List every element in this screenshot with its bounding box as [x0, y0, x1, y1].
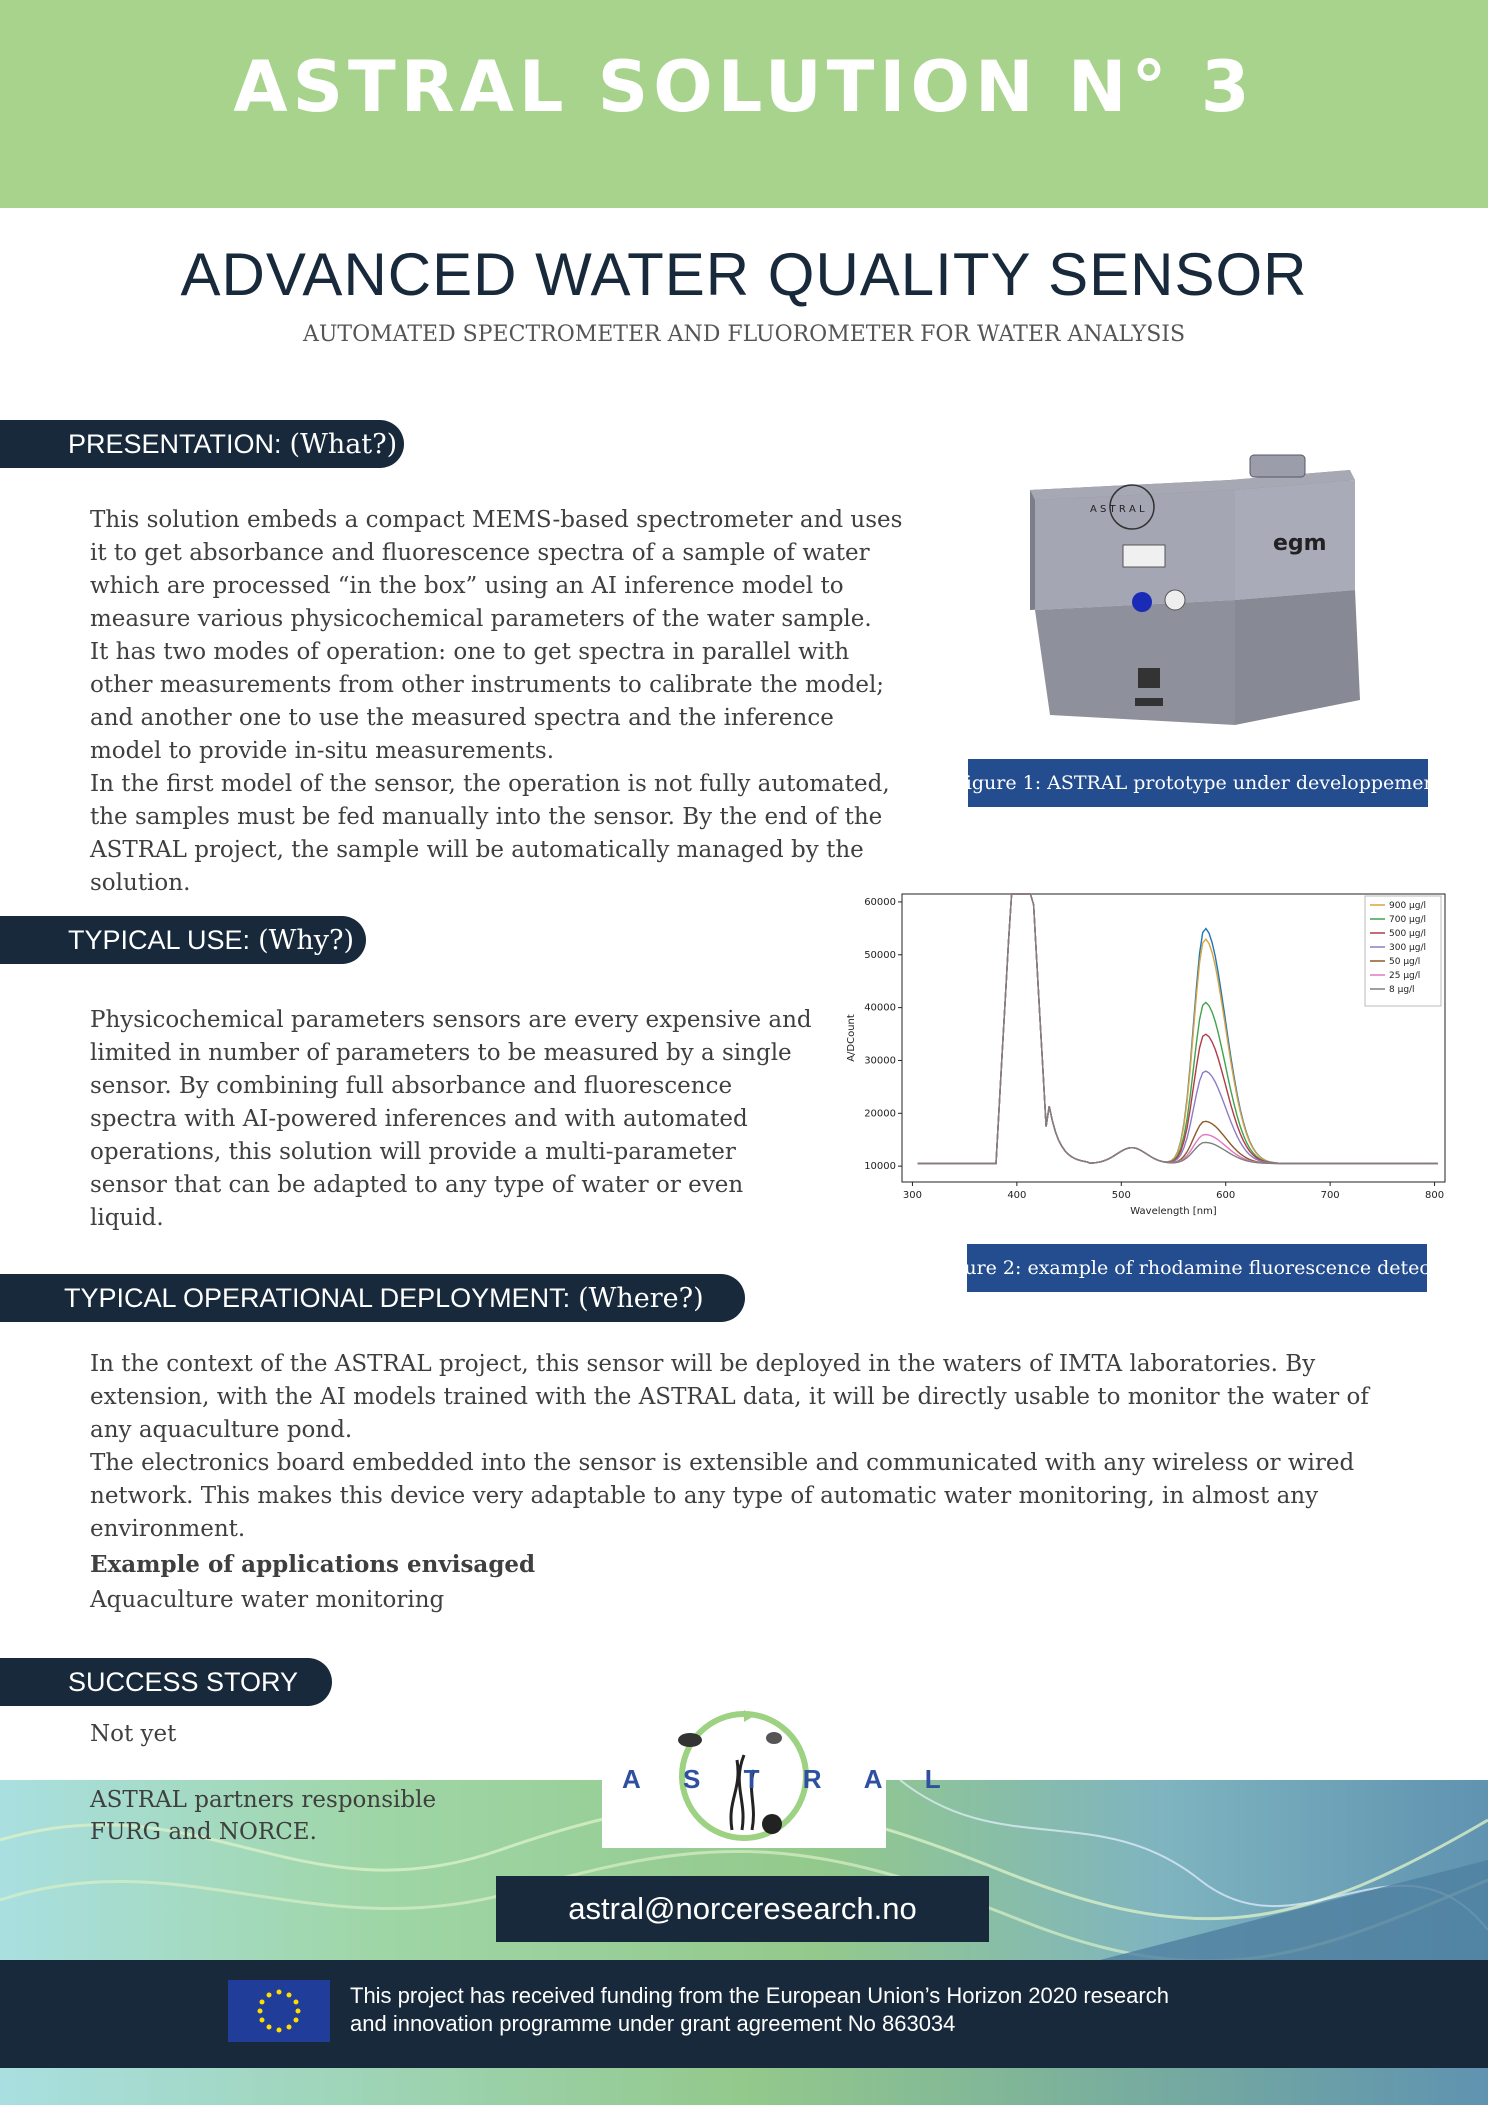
chart-svg: [840, 888, 1460, 1218]
urchin-icon: [762, 1814, 782, 1834]
y-tick-label: 20000: [864, 1108, 896, 1120]
x-tick-label: 400: [1007, 1190, 1027, 1201]
series-line: [918, 894, 1438, 1164]
white-button-icon: [1165, 590, 1185, 610]
page-subtitle: AUTOMATED SPECTROMETER AND FLUOROMETER FOR WATER ANALYSIS: [302, 322, 1186, 347]
section-heading-typical-use: [0, 916, 366, 964]
footer-bottom-strip: [0, 2068, 1488, 2105]
paragraph: The electronics board embedded into the sensor is extensible and communicated with any wireless or wired network. This makes this device very adaptable to any type of automatic water monitoring, in almost any environment.: [90, 1450, 1355, 1542]
partners-line: ASTRAL partners responsible: [90, 1787, 437, 1813]
funding-text: [350, 1982, 1350, 2038]
paragraph: In the context of the ASTRAL project, this sensor will be deployed in the waters of IMTA laboratories. By extension, with the AI models trained with the ASTRAL data, it will be directly usable to monitor the water of any aquaculture pond.: [90, 1351, 1369, 1443]
series-line: [918, 894, 1438, 1164]
device-side: [1235, 590, 1360, 725]
legend-label: 25 µg/l: [1389, 971, 1421, 981]
section-heading-deployment: [0, 1274, 745, 1322]
chart-frame: [902, 894, 1445, 1182]
y-tick-label: 40000: [864, 1002, 896, 1014]
fish-icon: [678, 1733, 702, 1747]
heading-question: (What?): [289, 428, 398, 460]
heading-label: TYPICAL OPERATIONAL DEPLOYMENT:: [64, 1282, 571, 1313]
heading-label: PRESENTATION:: [68, 428, 282, 459]
paragraph: Physicochemical parameters sensors are every expensive and limited in number of parameters to be measured by a single sensor. By combining full absorbance and fluorescence spectra with AI-powered inferences and with automated operations, this solution will provide a multi-parameter sensor that can be adapted to any type of water or even liquid.: [90, 1007, 812, 1231]
applications-text: Aquaculture water monitoring: [90, 1587, 445, 1613]
legend-label: 50 µg/l: [1389, 957, 1421, 967]
series-line: [918, 894, 1438, 1164]
legend-label: 8 µg/l: [1389, 985, 1415, 995]
y-tick-label: 60000: [864, 896, 896, 908]
y-tick-label: 10000: [864, 1161, 896, 1173]
paragraph: It has two modes of operation: one to get spectra in parallel with other measurements from other instruments to calibrate the model; and another one to use the measured spectra and the inference model to provide in-situ measurements.: [90, 639, 885, 764]
fluorescence-chart: [840, 888, 1460, 1218]
success-text: Not yet: [90, 1721, 177, 1747]
deployment-text: [90, 1348, 1400, 1546]
contact-email[interactable]: astral@norceresearch.no: [496, 1876, 989, 1942]
y-tick-label: 30000: [864, 1055, 896, 1067]
typical-use-text: [90, 1004, 815, 1235]
applications-heading: Example of applications envisaged: [90, 1551, 536, 1578]
eu-stars: [228, 1980, 330, 2042]
device-display: [1123, 545, 1165, 567]
partners-text: [90, 1784, 436, 1848]
figure1-caption: Figure 1: ASTRAL prototype under developpement: [968, 759, 1428, 807]
series-line: [918, 894, 1438, 1164]
x-axis-label: Wavelength [nm]: [1130, 1206, 1217, 1217]
figure2-caption: Figure 2: example of rhodamine fluorescence detected: [967, 1244, 1427, 1292]
device-astral-label: A S T R A L: [1090, 504, 1145, 515]
section-heading-success: [0, 1658, 332, 1706]
series-line: [918, 894, 1438, 1164]
shell-icon: [766, 1732, 782, 1744]
series-line: [918, 894, 1438, 1164]
legend-label: 900 µg/l: [1389, 901, 1427, 911]
legend-label: 500 µg/l: [1389, 929, 1427, 939]
legend-label: 700 µg/l: [1389, 915, 1427, 925]
funding-line: and innovation programme under grant agreement No 863034: [350, 2011, 956, 2036]
paragraph: In the first model of the sensor, the operation is not fully automated, the samples must be fed manually into the sensor. By the end of the ASTRAL project, the sample will be automatically managed by the solution.: [90, 771, 890, 896]
heading-question: (Why?): [258, 924, 354, 956]
x-tick-label: 600: [1216, 1190, 1236, 1201]
legend-label: 300 µg/l: [1389, 943, 1427, 953]
banner-title: ASTRAL SOLUTION N° 3: [233, 46, 1255, 128]
brand-label: egm: [1273, 531, 1327, 556]
y-tick-label: 50000: [864, 949, 896, 961]
presentation-text: [90, 504, 910, 900]
sd-slot-icon: [1138, 668, 1160, 688]
device-front: [1035, 600, 1235, 725]
astral-logo: [602, 1700, 959, 1848]
x-tick-label: 700: [1320, 1190, 1340, 1201]
x-tick-label: 300: [902, 1190, 922, 1201]
blue-button-icon: [1132, 592, 1152, 612]
astral-logo-graphic: [602, 1700, 959, 1848]
x-tick-label: 500: [1111, 1190, 1131, 1201]
heading-question: (Where?): [578, 1282, 704, 1314]
heading-label: TYPICAL USE:: [68, 924, 251, 955]
usb-port-icon: [1135, 698, 1163, 706]
section-heading-presentation: [0, 420, 404, 468]
partners-line: FURG and NORCE.: [90, 1819, 317, 1845]
paragraph: This solution embeds a compact MEMS-based spectrometer and uses it to get absorbance and fluorescence spectra of a sample of water which are processed “in the box” using an AI inference model to measure various physicochemical parameters of the water sample.: [90, 507, 903, 632]
hinge: [1250, 455, 1305, 477]
logo-text: A S T R A L: [622, 1764, 959, 1794]
series-line: [918, 894, 1438, 1164]
x-tick-label: 800: [1425, 1190, 1445, 1201]
eu-flag-icon: [228, 1980, 330, 2042]
y-axis-label: A/DCount: [846, 1014, 857, 1062]
heading-label: SUCCESS STORY: [68, 1666, 299, 1697]
page-title: ADVANCED WATER QUALITY SENSOR: [180, 241, 1308, 308]
device-illustration: [1010, 450, 1380, 730]
funding-line: This project has received funding from the European Union’s Horizon 2020 research: [350, 1983, 1169, 2008]
series-line: [918, 894, 1438, 1164]
